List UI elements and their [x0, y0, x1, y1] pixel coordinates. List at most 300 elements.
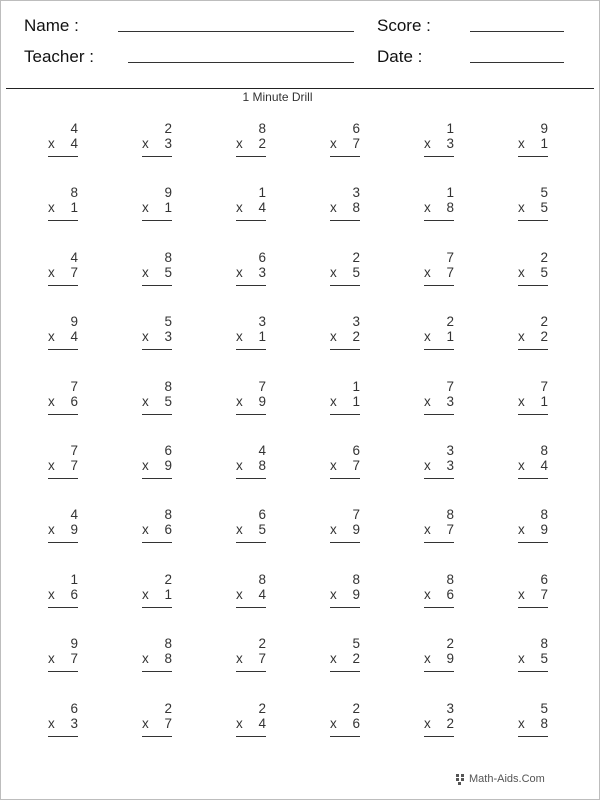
- multiplier: 8: [540, 715, 548, 731]
- drill-title: 1 Minute Drill: [242, 90, 313, 104]
- problem-item: [330, 572, 370, 616]
- problem-item: [518, 507, 558, 551]
- answer-line[interactable]: [48, 414, 78, 415]
- multiplicand: 8: [446, 507, 454, 523]
- multiply-operator: x: [142, 264, 149, 280]
- multiplier: 5: [258, 522, 266, 538]
- multiply-operator: x: [330, 458, 337, 473]
- multiplicand: 7: [352, 507, 360, 523]
- answer-line[interactable]: [236, 607, 266, 608]
- multiply-operator: x: [48, 136, 55, 151]
- multiply-operator: x: [142, 136, 149, 151]
- problem-item: [142, 121, 182, 165]
- answer-line[interactable]: [518, 478, 548, 479]
- multiplicand: 2: [446, 636, 454, 652]
- multiply-operator: x: [236, 586, 243, 602]
- multiplicand: 6: [540, 571, 548, 587]
- multiply-operator: x: [236, 651, 243, 667]
- multiplier: 1: [164, 586, 172, 602]
- answer-line[interactable]: [424, 220, 454, 221]
- answer-line[interactable]: [236, 414, 266, 415]
- multiply-operator: x: [424, 393, 431, 409]
- answer-line[interactable]: [518, 285, 548, 286]
- problem-item: [518, 379, 558, 423]
- multiplier: 3: [446, 136, 454, 151]
- problem-item: [424, 379, 464, 423]
- answer-line[interactable]: [424, 156, 454, 157]
- answer-line[interactable]: [518, 736, 548, 737]
- problem-item: [424, 250, 464, 294]
- multiply-operator: x: [48, 715, 55, 731]
- multiplicand: 7: [258, 378, 266, 394]
- answer-line[interactable]: [424, 736, 454, 737]
- answer-line[interactable]: [330, 607, 360, 608]
- multiplier: 2: [258, 136, 266, 151]
- multiplicand: 8: [540, 443, 548, 458]
- multiplicand: 7: [70, 378, 78, 394]
- problem-item: [424, 185, 464, 229]
- multiply-operator: x: [424, 522, 431, 538]
- multiply-operator: x: [236, 715, 243, 731]
- multiplicand: 5: [352, 636, 360, 652]
- multiply-operator: x: [142, 522, 149, 538]
- multiplier: 9: [540, 522, 548, 538]
- multiplier: 3: [164, 136, 172, 151]
- problem-item: [330, 443, 370, 487]
- multiplicand: 8: [258, 121, 266, 136]
- multiplier: 9: [258, 393, 266, 409]
- multiply-operator: x: [518, 522, 525, 538]
- multiplicand: 9: [70, 636, 78, 652]
- answer-line[interactable]: [330, 414, 360, 415]
- multiplier: 3: [70, 715, 78, 731]
- multiply-operator: x: [236, 329, 243, 345]
- answer-line[interactable]: [236, 285, 266, 286]
- multiply-operator: x: [142, 651, 149, 667]
- multiplicand: 4: [70, 121, 78, 136]
- multiply-operator: x: [48, 329, 55, 345]
- multiplier: 7: [70, 651, 78, 667]
- score-label: Score :: [377, 16, 431, 35]
- multiplicand: 2: [352, 700, 360, 716]
- problem-item: [142, 572, 182, 616]
- problem-item: [236, 250, 276, 294]
- multiplicand: 1: [70, 571, 78, 587]
- problem-item: [48, 636, 88, 680]
- problem-item: [48, 185, 88, 229]
- multiplier: 8: [446, 200, 454, 216]
- problem-item: [424, 507, 464, 551]
- multiplier: 1: [258, 329, 266, 345]
- multiply-operator: x: [142, 329, 149, 345]
- answer-line[interactable]: [142, 478, 172, 479]
- answer-line[interactable]: [518, 349, 548, 350]
- multiply-operator: x: [518, 200, 525, 216]
- multiplier: 4: [258, 715, 266, 731]
- problem-item: [518, 185, 558, 229]
- multiplicand: 4: [70, 507, 78, 523]
- answer-line[interactable]: [236, 220, 266, 221]
- multiplicand: 6: [258, 249, 266, 265]
- multiplier: 3: [446, 458, 454, 473]
- problem-item: [142, 379, 182, 423]
- multiplier: 9: [70, 522, 78, 538]
- multiplier: 9: [352, 522, 360, 538]
- multiply-operator: x: [48, 522, 55, 538]
- answer-line[interactable]: [48, 671, 78, 672]
- problem-item: [142, 250, 182, 294]
- multiply-operator: x: [424, 651, 431, 667]
- problem-item: [48, 121, 88, 165]
- multiplicand: 4: [70, 249, 78, 265]
- multiply-operator: x: [518, 586, 525, 602]
- problem-item: [330, 379, 370, 423]
- multiplier: 3: [446, 393, 454, 409]
- problem-item: [518, 121, 558, 165]
- multiplier: 8: [258, 458, 266, 473]
- multiplicand: 8: [446, 571, 454, 587]
- multiplier: 5: [540, 651, 548, 667]
- answer-line[interactable]: [236, 349, 266, 350]
- problem-item: [142, 636, 182, 680]
- multiplicand: 3: [446, 443, 454, 458]
- teacher-label: Teacher :: [24, 47, 94, 66]
- multiplier: 7: [70, 458, 78, 473]
- multiply-operator: x: [236, 264, 243, 280]
- multiply-operator: x: [142, 393, 149, 409]
- multiplier: 5: [352, 264, 360, 280]
- multiplicand: 2: [258, 636, 266, 652]
- multiplicand: 8: [164, 378, 172, 394]
- multiply-operator: x: [142, 458, 149, 473]
- multiplicand: 7: [446, 249, 454, 265]
- answer-line[interactable]: [424, 349, 454, 350]
- answer-line[interactable]: [142, 349, 172, 350]
- problem-item: [518, 701, 558, 745]
- multiplier: 7: [446, 264, 454, 280]
- answer-line[interactable]: [236, 671, 266, 672]
- multiplier: 6: [352, 715, 360, 731]
- multiplicand: 8: [164, 636, 172, 652]
- multiplier: 4: [70, 136, 78, 151]
- problem-item: [518, 636, 558, 680]
- multiplier: 7: [352, 458, 360, 473]
- math-aids-logo-icon: [455, 774, 465, 785]
- answer-line[interactable]: [142, 671, 172, 672]
- answer-line[interactable]: [424, 285, 454, 286]
- multiplier: 4: [258, 200, 266, 216]
- multiplicand: 7: [446, 378, 454, 394]
- multiply-operator: x: [330, 586, 337, 602]
- multiplier: 7: [352, 136, 360, 151]
- multiply-operator: x: [236, 393, 243, 409]
- problem-item: [424, 701, 464, 745]
- multiply-operator: x: [330, 200, 337, 216]
- multiplier: 5: [164, 264, 172, 280]
- answer-line[interactable]: [48, 542, 78, 543]
- answer-line[interactable]: [236, 156, 266, 157]
- multiply-operator: x: [424, 329, 431, 345]
- multiplier: 6: [446, 586, 454, 602]
- multiply-operator: x: [518, 393, 525, 409]
- multiplicand: 4: [258, 443, 266, 458]
- multiplier: 1: [540, 393, 548, 409]
- problem-item: [518, 314, 558, 358]
- multiplicand: 1: [258, 185, 266, 201]
- multiply-operator: x: [142, 586, 149, 602]
- problem-item: [236, 443, 276, 487]
- multiplicand: 2: [352, 249, 360, 265]
- multiply-operator: x: [330, 329, 337, 345]
- multiply-operator: x: [330, 715, 337, 731]
- answer-line[interactable]: [330, 220, 360, 221]
- multiplicand: 5: [540, 700, 548, 716]
- answer-line[interactable]: [518, 156, 548, 157]
- answer-line[interactable]: [142, 542, 172, 543]
- multiply-operator: x: [424, 458, 431, 473]
- answer-line[interactable]: [142, 607, 172, 608]
- multiply-operator: x: [424, 264, 431, 280]
- multiply-operator: x: [48, 200, 55, 216]
- multiply-operator: x: [518, 136, 525, 151]
- multiplicand: 6: [352, 121, 360, 136]
- multiply-operator: x: [330, 264, 337, 280]
- multiply-operator: x: [330, 651, 337, 667]
- multiplier: 9: [164, 458, 172, 473]
- problem-item: [424, 443, 464, 487]
- answer-line[interactable]: [518, 414, 548, 415]
- problem-item: [142, 507, 182, 551]
- answer-line[interactable]: [518, 220, 548, 221]
- multiplier: 1: [70, 200, 78, 216]
- problem-item: [330, 121, 370, 165]
- problem-item: [330, 507, 370, 551]
- multiplicand: 3: [446, 700, 454, 716]
- multiplier: 6: [70, 393, 78, 409]
- multiplier: 4: [70, 329, 78, 345]
- multiply-operator: x: [424, 136, 431, 151]
- multiply-operator: x: [236, 200, 243, 216]
- answer-line[interactable]: [48, 220, 78, 221]
- multiplier: 2: [446, 715, 454, 731]
- multiply-operator: x: [518, 715, 525, 731]
- multiplicand: 8: [540, 636, 548, 652]
- multiplicand: 1: [352, 378, 360, 394]
- multiplicand: 6: [70, 700, 78, 716]
- multiplier: 3: [164, 329, 172, 345]
- answer-line[interactable]: [330, 671, 360, 672]
- multiply-operator: x: [330, 136, 337, 151]
- multiplicand: 2: [446, 314, 454, 330]
- multiply-operator: x: [424, 715, 431, 731]
- multiply-operator: x: [142, 200, 149, 216]
- multiplier: 9: [352, 586, 360, 602]
- answer-line[interactable]: [330, 736, 360, 737]
- multiply-operator: x: [330, 393, 337, 409]
- multiply-operator: x: [518, 264, 525, 280]
- multiplicand: 9: [164, 185, 172, 201]
- problem-item: [236, 185, 276, 229]
- multiplicand: 3: [352, 185, 360, 201]
- answer-line[interactable]: [424, 414, 454, 415]
- multiplier: 2: [352, 651, 360, 667]
- answer-line[interactable]: [48, 478, 78, 479]
- multiplier: 2: [352, 329, 360, 345]
- multiply-operator: x: [236, 522, 243, 538]
- answer-line[interactable]: [48, 607, 78, 608]
- answer-line[interactable]: [424, 478, 454, 479]
- problem-item: [48, 507, 88, 551]
- answer-line[interactable]: [142, 736, 172, 737]
- footer-brand-text: Math-Aids.Com: [469, 773, 545, 785]
- answer-line[interactable]: [330, 285, 360, 286]
- answer-line[interactable]: [142, 220, 172, 221]
- multiply-operator: x: [330, 522, 337, 538]
- problem-item: [424, 636, 464, 680]
- multiplier: 3: [258, 264, 266, 280]
- multiplier: 7: [70, 264, 78, 280]
- problem-item: [142, 701, 182, 745]
- multiplicand: 8: [164, 507, 172, 523]
- multiplicand: 7: [540, 378, 548, 394]
- problem-item: [48, 701, 88, 745]
- multiplicand: 1: [446, 121, 454, 136]
- multiplicand: 8: [164, 249, 172, 265]
- answer-line[interactable]: [48, 736, 78, 737]
- problem-item: [330, 314, 370, 358]
- multiplicand: 2: [540, 249, 548, 265]
- multiplicand: 2: [164, 571, 172, 587]
- problem-item: [424, 572, 464, 616]
- multiply-operator: x: [236, 136, 243, 151]
- multiplicand: 1: [446, 185, 454, 201]
- date-label: Date :: [377, 47, 423, 66]
- multiplicand: 8: [540, 507, 548, 523]
- answer-line[interactable]: [424, 671, 454, 672]
- answer-line[interactable]: [48, 285, 78, 286]
- answer-line[interactable]: [236, 478, 266, 479]
- multiplier: 7: [540, 586, 548, 602]
- answer-line[interactable]: [330, 349, 360, 350]
- problem-item: [330, 185, 370, 229]
- answer-line[interactable]: [518, 607, 548, 608]
- multiply-operator: x: [236, 458, 243, 473]
- answer-line[interactable]: [330, 156, 360, 157]
- answer-line[interactable]: [424, 607, 454, 608]
- multiplicand: 2: [258, 700, 266, 716]
- multiplicand: 2: [540, 314, 548, 330]
- multiplier: 7: [446, 522, 454, 538]
- problem-item: [330, 250, 370, 294]
- multiply-operator: x: [518, 329, 525, 345]
- multiplier: 7: [258, 651, 266, 667]
- answer-line[interactable]: [142, 285, 172, 286]
- multiplicand: 8: [258, 571, 266, 587]
- multiplicand: 3: [352, 314, 360, 330]
- multiplicand: 9: [540, 121, 548, 136]
- multiplicand: 5: [540, 185, 548, 201]
- multiplier: 6: [164, 522, 172, 538]
- multiplier: 2: [540, 329, 548, 345]
- multiply-operator: x: [424, 200, 431, 216]
- problem-item: [236, 379, 276, 423]
- answer-line[interactable]: [330, 542, 360, 543]
- multiplicand: 5: [164, 314, 172, 330]
- problem-item: [236, 507, 276, 551]
- problem-item: [142, 314, 182, 358]
- multiplicand: 2: [164, 700, 172, 716]
- multiply-operator: x: [142, 715, 149, 731]
- answer-line[interactable]: [48, 156, 78, 157]
- multiply-operator: x: [48, 393, 55, 409]
- multiplier: 1: [164, 200, 172, 216]
- multiplier: 4: [258, 586, 266, 602]
- problem-item: [142, 443, 182, 487]
- multiply-operator: x: [48, 264, 55, 280]
- multiplier: 9: [446, 651, 454, 667]
- problem-item: [236, 572, 276, 616]
- answer-line[interactable]: [48, 349, 78, 350]
- problem-item: [48, 250, 88, 294]
- multiply-operator: x: [48, 651, 55, 667]
- problem-item: [236, 314, 276, 358]
- answer-line[interactable]: [518, 542, 548, 543]
- multiplicand: 6: [352, 443, 360, 458]
- multiplicand: 8: [70, 185, 78, 201]
- answer-line[interactable]: [236, 542, 266, 543]
- multiplier: 5: [540, 200, 548, 216]
- problem-item: [48, 572, 88, 616]
- problem-item: [518, 572, 558, 616]
- multiply-operator: x: [48, 458, 55, 473]
- problem-item: [518, 250, 558, 294]
- problem-item: [330, 636, 370, 680]
- multiply-operator: x: [48, 586, 55, 602]
- problem-item: [236, 636, 276, 680]
- multiplier: 6: [70, 586, 78, 602]
- multiplier: 5: [164, 393, 172, 409]
- answer-line[interactable]: [518, 671, 548, 672]
- multiplier: 4: [540, 458, 548, 473]
- problem-item: [142, 185, 182, 229]
- multiplier: 1: [446, 329, 454, 345]
- multiplier: 1: [540, 136, 548, 151]
- multiplicand: 7: [70, 443, 78, 458]
- answer-line[interactable]: [330, 478, 360, 479]
- problem-item: [518, 443, 558, 487]
- footer-brand: [455, 773, 545, 785]
- problem-item: [48, 443, 88, 487]
- answer-line[interactable]: [424, 542, 454, 543]
- multiplicand: 6: [258, 507, 266, 523]
- answer-line[interactable]: [142, 414, 172, 415]
- problem-item: [48, 314, 88, 358]
- multiplier: 7: [164, 715, 172, 731]
- multiplicand: 3: [258, 314, 266, 330]
- problem-item: [48, 379, 88, 423]
- multiplier: 8: [352, 200, 360, 216]
- multiply-operator: x: [424, 586, 431, 602]
- problem-item: [330, 701, 370, 745]
- multiplier: 1: [352, 393, 360, 409]
- multiplier: 5: [540, 264, 548, 280]
- answer-line[interactable]: [142, 156, 172, 157]
- answer-line[interactable]: [236, 736, 266, 737]
- multiplicand: 9: [70, 314, 78, 330]
- multiply-operator: x: [518, 651, 525, 667]
- name-label: Name :: [24, 16, 79, 35]
- problem-item: [424, 121, 464, 165]
